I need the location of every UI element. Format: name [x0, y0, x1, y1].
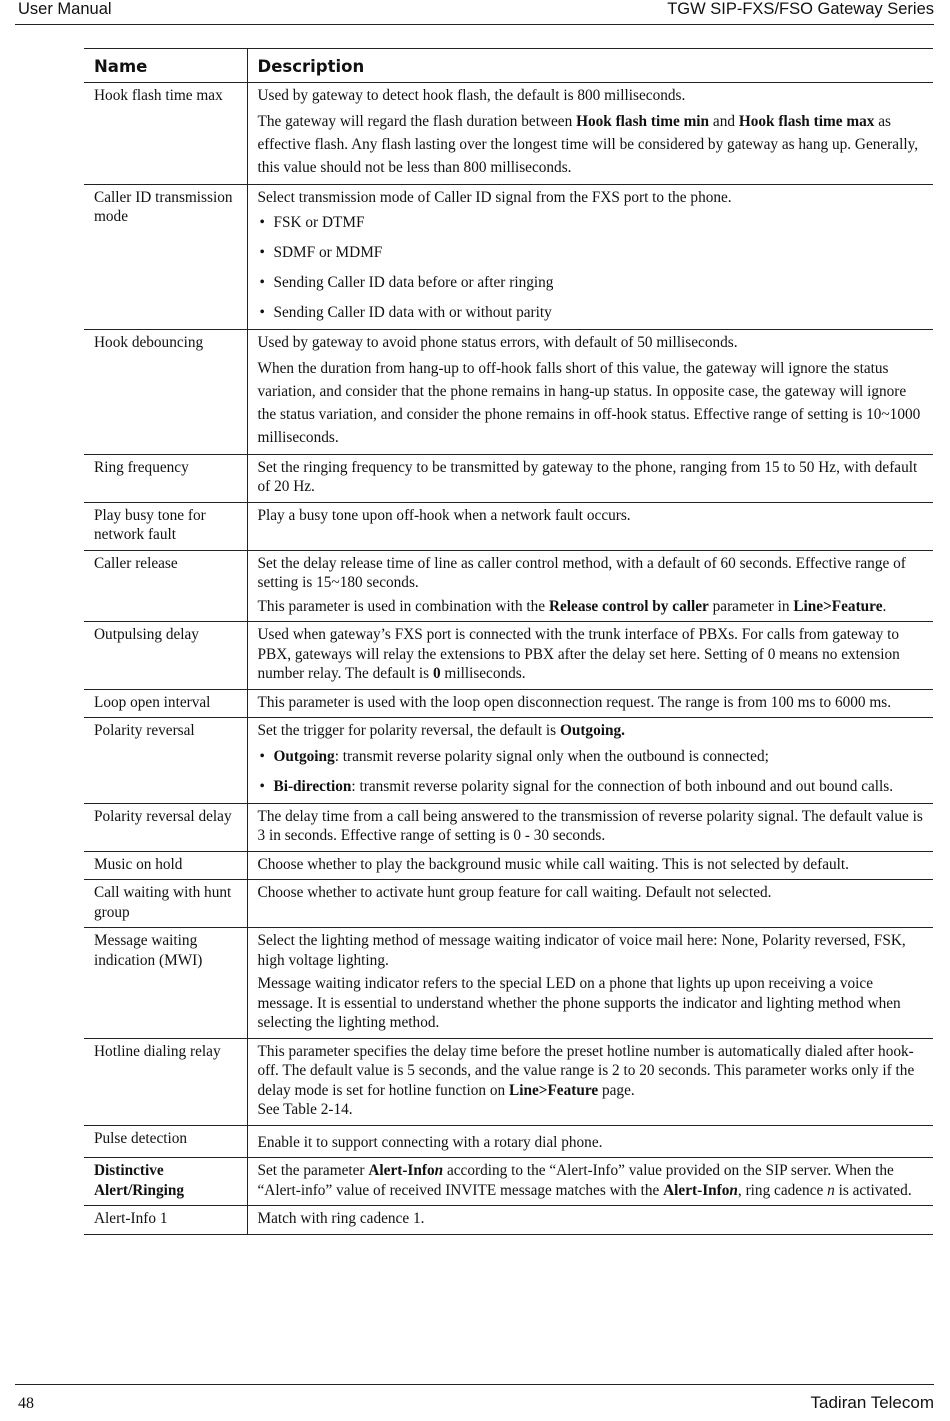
table-row — [84, 1038, 933, 1125]
row-name: Outpulsing delay — [84, 622, 247, 690]
bold-term: 0 — [432, 665, 441, 682]
row-name: Message waiting indication (MWI) — [84, 928, 247, 1039]
table-row — [84, 83, 933, 185]
text-run: This parameter is used in combination with the — [257, 597, 549, 615]
row-description — [247, 1038, 933, 1125]
list-item — [258, 271, 926, 294]
bold-term: Line>Feature — [509, 1081, 599, 1099]
table-header-row — [84, 49, 933, 83]
text-run: The gateway will regard the flash duration between — [257, 112, 577, 130]
row-description — [247, 718, 933, 804]
text-run: according to the “Alert-Info” value provided on the SIP server. When the “Alert-info” value of received INVITE message matches with the — [257, 1162, 894, 1199]
row-description — [247, 330, 933, 455]
bold-term: Alert-Info — [663, 1181, 730, 1199]
row-description — [247, 550, 933, 622]
text-run: and — [709, 112, 739, 130]
italic-variable: n — [434, 1162, 444, 1179]
row-description — [247, 83, 933, 185]
page-header — [15, 0, 934, 25]
description-paragraph — [258, 1042, 926, 1120]
row-name: Music on hold — [84, 851, 247, 880]
description-paragraph: This parameter is used with the loop open disconnection request. The range is from 100 ms to 6000 ms. — [257, 693, 892, 711]
table-row — [84, 928, 933, 1039]
list-item-text: Sending Caller ID data with or without parity — [273, 304, 552, 321]
header-left-title: User Manual — [18, 0, 112, 18]
description-paragraph: Used by gateway to detect hook flash, the default is 800 milliseconds. — [257, 87, 686, 104]
description-paragraph: Play a busy tone upon off-hook when a network fault occurs. — [257, 506, 631, 524]
description-paragraph — [258, 625, 926, 684]
row-description — [247, 184, 933, 330]
description-paragraph: Select transmission mode of Caller ID signal from the FXS port to the phone. — [257, 188, 732, 206]
list-item — [258, 775, 926, 798]
table-row — [84, 550, 933, 622]
description-paragraph: Set the delay release time of line as caller control method, with a default of 60 seconds. Effective range of setting is 15~180 seconds. — [257, 554, 906, 591]
row-name: Polarity reversal — [84, 718, 247, 804]
table-row — [84, 622, 933, 690]
text-run: Set the parameter — [257, 1162, 369, 1179]
text-run: . — [882, 597, 887, 615]
table-row — [84, 502, 933, 550]
row-name: Loop open interval — [84, 689, 247, 718]
list-item — [258, 745, 926, 768]
text-run: Used when gateway’s FXS port is connected with the trunk interface of PBXs. For calls from gateway to PBX, gateways will relay the extensions to PBX after the delay set here. Setting of 0 means no extension number relay. The default is — [257, 626, 900, 682]
description-paragraph: Enable it to support connecting with a rotary dial phone. — [257, 1133, 603, 1151]
description-paragraph: Set the ringing frequency to be transmitted by gateway to the phone, ranging from 15 to 50 Hz, with default of 20 Hz. — [257, 458, 918, 495]
bullet-icon: • — [259, 244, 265, 261]
table-row — [84, 689, 933, 718]
table-row — [84, 1206, 933, 1235]
row-description — [247, 1158, 933, 1206]
parameter-table — [84, 48, 933, 1235]
column-header-name: Name — [84, 49, 247, 83]
bold-term: Bi-direction — [273, 777, 352, 795]
list-item-text: Sending Caller ID data before or after ringing — [273, 274, 554, 291]
row-description — [247, 803, 933, 851]
row-name: Call waiting with hunt group — [84, 880, 247, 928]
table-row — [84, 1125, 933, 1158]
header-right-title: TGW SIP-FXS/FSO Gateway Series — [667, 0, 934, 18]
row-description — [247, 1125, 933, 1158]
bold-term: Hook flash time min — [576, 112, 710, 130]
description-paragraph: When the duration from hang-up to off-hook falls short of this value, the gateway will ignore the status variation, and consider that the phone remains in hang-up status. In opposite case, the gateway will ignore the status variation, and consider the phone remains in off-hook status. Effective range of setting is 10~1000 milliseconds. — [257, 359, 921, 446]
table-row — [84, 718, 933, 804]
description-paragraph: Match with ring cadence 1. — [257, 1210, 425, 1227]
row-description — [247, 689, 933, 718]
table-row — [84, 454, 933, 502]
text-run: as effective flash. Any flash lasting over the longest time will be considered by gateway as hang up. Generally, this value should not be less than 800 milliseconds. — [257, 112, 919, 176]
row-name: Polarity reversal delay — [84, 803, 247, 851]
company-name: Tadiran Telecom — [810, 1393, 934, 1412]
row-description — [247, 928, 933, 1039]
bullet-icon: • — [259, 304, 265, 321]
bold-term: Alert-Info — [368, 1162, 435, 1179]
table-row — [84, 851, 933, 880]
text-run: is activated. — [834, 1181, 912, 1199]
list-item-text: : transmit reverse polarity signal for the connection of both inbound and out bound calls. — [351, 777, 894, 795]
table-row — [84, 330, 933, 455]
bold-term: Outgoing. — [559, 722, 625, 739]
page-number: 48 — [18, 1395, 34, 1412]
bullet-icon: • — [259, 274, 265, 291]
row-name: Caller ID transmission mode — [84, 184, 247, 330]
bold-term: Release control by caller — [548, 597, 709, 615]
list-item — [258, 301, 926, 324]
row-description — [247, 622, 933, 690]
table-row — [84, 184, 933, 330]
description-paragraph: Choose whether to play the background music while call waiting. This is not selected by default. — [257, 855, 849, 873]
description-paragraph: Used by gateway to avoid phone status errors, with default of 50 milliseconds. — [257, 334, 738, 351]
table-row — [84, 1158, 933, 1206]
italic-variable: n — [729, 1181, 738, 1199]
list-item — [258, 211, 926, 234]
row-name: Ring frequency — [84, 454, 247, 502]
row-name: Distinctive Alert/Ringing — [84, 1158, 247, 1206]
table-row — [84, 803, 933, 851]
bold-term: Line>Feature — [793, 597, 883, 615]
description-paragraph: Choose whether to activate hunt group feature for call waiting. Default not selected. — [257, 884, 772, 901]
row-name: Alert-Info 1 — [84, 1206, 247, 1235]
list-item-text: FSK or DTMF — [273, 214, 365, 231]
row-description — [247, 880, 933, 928]
row-name: Play busy tone for network fault — [84, 502, 247, 550]
row-name: Hotline dialing relay — [84, 1038, 247, 1125]
row-name: Caller release — [84, 550, 247, 622]
italic-variable: n — [827, 1181, 835, 1199]
row-name: Pulse detection — [84, 1125, 247, 1158]
text-run: See Table 2-14. — [257, 1101, 353, 1118]
list-item — [258, 241, 926, 264]
text-run: This parameter specifies the delay time before the preset hotline number is automatically dialed after hook-off. The default value is 5 seconds, and the value range is 2 to 20 seconds. This parameter works only if the delay mode is set for hotline function on — [257, 1042, 915, 1099]
row-name: Hook flash time max — [84, 83, 247, 185]
text-run: parameter in — [708, 597, 794, 615]
text-run: , ring cadence — [737, 1181, 828, 1199]
list-item-text: : transmit reverse polarity signal only when the outbound is connected; — [334, 747, 769, 765]
page-footer — [15, 1384, 934, 1421]
row-name: Hook debouncing — [84, 330, 247, 455]
description-paragraph — [258, 597, 926, 617]
bold-term: Outgoing — [273, 747, 335, 765]
description-paragraph: The delay time from a call being answered to the transmission of reverse polarity signal. The default value is 3 in seconds. Effective range of setting is 0 - 30 seconds. — [257, 807, 923, 844]
bullet-list — [258, 745, 926, 798]
text-run: milliseconds. — [440, 665, 526, 682]
description-paragraph: Message waiting indicator refers to the special LED on a phone that lights up upon receiving a voice message. It is essential to understand whether the phone supports the indicator and lighting method when selecting the lighting method. — [257, 975, 901, 1031]
row-description — [247, 502, 933, 550]
row-description — [247, 1206, 933, 1235]
description-paragraph: Select the lighting method of message waiting indicator of voice mail here: None, Polarity reversed, FSK, high voltage lighting. — [257, 932, 906, 969]
bullet-list — [258, 211, 926, 324]
bullet-icon: • — [259, 747, 265, 765]
text-run: Set the trigger for polarity reversal, the default is — [257, 722, 560, 739]
bullet-icon: • — [259, 214, 265, 231]
description-paragraph — [258, 1161, 926, 1200]
bold-term: Hook flash time max — [738, 112, 875, 130]
table-row — [84, 880, 933, 928]
bullet-icon: • — [259, 777, 265, 795]
column-header-description: Description — [247, 49, 933, 83]
text-run: page. — [598, 1081, 635, 1099]
description-paragraph — [258, 721, 926, 741]
description-paragraph — [258, 110, 926, 179]
row-description — [247, 851, 933, 880]
list-item-text: SDMF or MDMF — [273, 244, 383, 261]
row-description — [247, 454, 933, 502]
